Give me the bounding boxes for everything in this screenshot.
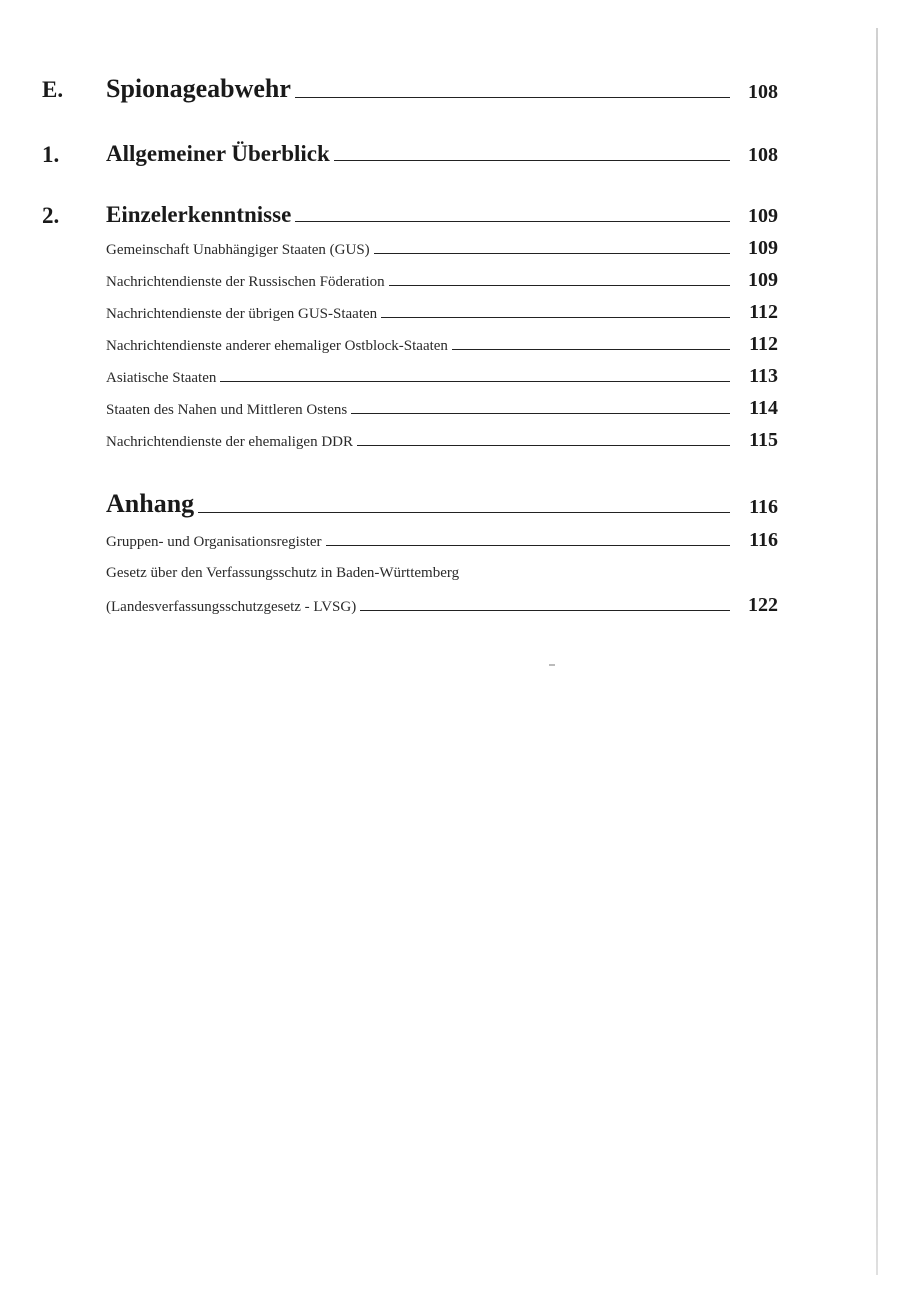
toc-subentry-gus[interactable] <box>106 238 778 258</box>
toc-entry-title: Nachrichtendienste anderer ehemaliger Ostblock-Staaten <box>106 338 448 354</box>
toc-entry-allgemeiner-ueberblick[interactable] <box>106 142 778 165</box>
leader-line <box>326 545 730 546</box>
section-1-number: 1. <box>42 142 60 167</box>
section-e-number: E. <box>42 77 64 102</box>
toc-entry-page: 115 <box>749 429 778 451</box>
page-edge-shadow <box>876 28 878 1275</box>
toc-entry-page: 112 <box>749 333 778 355</box>
leader-line <box>295 97 730 98</box>
toc-entry-page: 109 <box>748 269 778 291</box>
toc-entry-title: (Landesverfassungsschutzgesetz - LVSG) <box>106 599 357 615</box>
leader-line <box>295 221 730 222</box>
toc-entry-page: 116 <box>749 529 778 551</box>
toc-entry-title: Nachrichtendienste der Russischen Föderation <box>106 274 385 290</box>
toc-subentry-naher-mittlerer-osten[interactable] <box>106 398 778 418</box>
toc-entry-title: Allgemeiner Überblick <box>106 141 330 166</box>
leader-line <box>220 381 730 382</box>
toc-entry-title: Gemeinschaft Unabhängiger Staaten (GUS) <box>106 242 370 258</box>
toc-subentry-lvsg[interactable] <box>106 595 778 615</box>
toc-entry-title: Gruppen- und Organisationsregister <box>106 534 322 550</box>
leader-line <box>389 285 730 286</box>
leader-line <box>452 349 730 350</box>
toc-entry-page: 114 <box>749 397 778 419</box>
toc-subentry-asiatische-staaten[interactable] <box>106 366 778 386</box>
toc-subentry-gruppen-register[interactable] <box>106 530 778 550</box>
toc-subentry-ostblock-staaten[interactable] <box>106 334 778 354</box>
toc-entry-page: 112 <box>749 301 778 323</box>
toc-entry-spionageabwehr[interactable] <box>106 76 778 102</box>
toc-subentry-lvsg-line1: Gesetz über den Verfassungsschutz in Baden-Württemberg <box>106 565 460 581</box>
toc-entry-title: Nachrichtendienste der übrigen GUS-Staaten <box>106 306 378 322</box>
toc-entry-title: Nachrichtendienste der ehemaligen DDR <box>106 434 353 450</box>
leader-line <box>334 160 730 161</box>
toc-entry-title: Einzelerkenntnisse <box>106 202 292 227</box>
toc-entry-page: 108 <box>748 144 778 166</box>
toc-entry-title: Spionageabwehr <box>106 74 291 103</box>
scan-speck <box>549 664 555 666</box>
toc-entry-page: 122 <box>748 594 778 616</box>
leader-line <box>198 512 730 513</box>
toc-entry-title: Asiatische Staaten <box>106 370 217 386</box>
leader-line <box>360 610 730 611</box>
toc-subentry-ehemalige-ddr[interactable] <box>106 430 778 450</box>
leader-line <box>357 445 730 446</box>
toc-entry-anhang[interactable] <box>106 491 778 517</box>
toc-entry-title: Anhang <box>106 489 195 518</box>
toc-entry-page: 108 <box>748 81 778 103</box>
toc-entry-page: 109 <box>748 237 778 259</box>
toc-entry-einzelerkenntnisse[interactable] <box>106 203 778 226</box>
leader-line <box>351 413 730 414</box>
toc-entry-page: 113 <box>749 365 778 387</box>
toc-subentry-uebrige-gus-staaten[interactable] <box>106 302 778 322</box>
toc-subentry-russische-foederation[interactable] <box>106 270 778 290</box>
leader-line <box>374 253 730 254</box>
leader-line <box>381 317 730 318</box>
toc-entry-page: 116 <box>749 496 778 518</box>
section-2-number: 2. <box>42 203 60 228</box>
toc-entry-page: 109 <box>748 205 778 227</box>
toc-entry-title: Staaten des Nahen und Mittleren Ostens <box>106 402 348 418</box>
